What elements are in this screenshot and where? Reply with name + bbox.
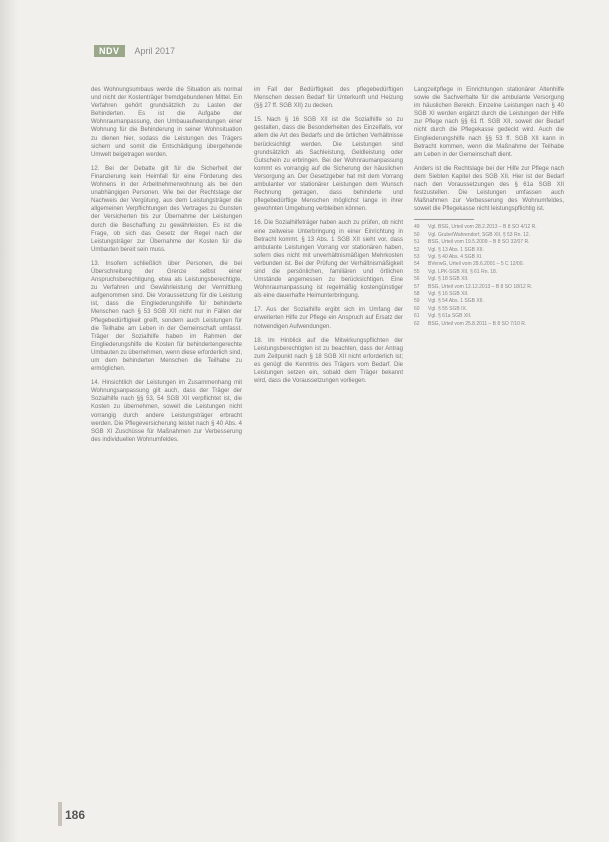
page-number: 186: [65, 808, 86, 822]
footnote-number: 49: [414, 224, 420, 231]
paragraph: Anders ist die Rechtslage bei der Hilfe zur Pflege nach dem Siebten Kapitel des SGB XII. Hier ist der Bedarf nach den Voraussetzungen des § 61a SGB XII festzustellen. Die Leistungen umfassen auch Maßnahmen zur Verbesserung des Wohnumfeldes, soweit die Pflegekasse nicht leistungspflichtig ist.: [414, 165, 564, 213]
footnote-text: BSG, Urteil vom 19.5.2009 – B 8 SO 32/07 R.: [428, 239, 530, 246]
footnote: [414, 298, 564, 304]
paragraph: 18. Im Hinblick auf die Mitwirkungspflichten der Leistungsberechtigten ist zu beachten, dass der Antrag zum Zeitpunkt nach § 18 SGB XII nicht erforderlich ist; es genügt die Kenntnis des Trägers vom Bedarf. Die Leistungen setzen ein, sobald dem Träger bekannt wird, dass die Voraussetzungen vorliegen.: [254, 337, 403, 385]
footnote: [414, 232, 564, 238]
footnote-number: 61: [414, 313, 420, 320]
paragraph: 14. Hinsichtlich der Leistungen im Zusammenhang mit Wohnungsanpassung gilt auch, dass der Träger der Sozialhilfe nach §§ 53, 54 SGB XII verpflichtet ist, die Kosten zu übernehmen, soweit die Leistungen nicht vorrangig durch andere Leistungsträger erbracht werden. Die Pflegeversicherung leistet nach § 40 Abs. 4 SGB XI Zuschüsse für Maßnahmen zur Verbesserung des individuellen Wohnumfeldes.: [91, 380, 242, 443]
footnote: [414, 269, 564, 275]
footnotes: [414, 224, 564, 327]
footnote-separator: [414, 219, 474, 220]
column-3-body: [414, 86, 564, 213]
footnote-number: 62: [414, 320, 420, 327]
footnote-number: 53: [414, 254, 420, 261]
footnote-number: 57: [414, 283, 420, 290]
footnote-text: Vgl. § 54 Abs. 1 SGB XII.: [428, 298, 484, 305]
footnote-number: 51: [414, 239, 420, 246]
footnote-number: 52: [414, 246, 420, 253]
paragraph: Langzeitpflege in Einrichtungen stationärer Altenhilfe sowie die Sachverhalte für die ambulante Versorgung im häuslichen Bereich. Einzelne Leistungen nach § 40 SGB XI werden ergänzt durch die Leistungen der Hilfe zur Pflege nach §§ 61 ff. SGB XII, soweit der Bedarf nicht durch die Pflegekasse gedeckt wird. Auch die Eingliederungshilfe nach §§ 53 ff. SGB XII kann in Betracht kommen, wenn die Maßnahme der Teilhabe am Leben in der Gemeinschaft dient.: [414, 87, 564, 158]
footnote-number: 55: [414, 268, 420, 275]
text-column-1: [91, 86, 242, 450]
paragraph: im Fall der Bedürftigkeit des pflegebedürftigen Menschen dessen Bedarf für Unterkunft und Heizung (§§ 27 ff. SGB XII) zu decken.: [254, 87, 403, 110]
text-column-3: [414, 86, 564, 328]
paragraph: 16. Die Sozialhilfeträger haben auch zu prüfen, ob nicht eine zeitweise Unterbringung in einer Einrichtung in Betracht kommt. § 13 Abs. 1 SGB XII sieht vor, dass ambulante Leistungen Vorrang vor stationären haben, sofern dies nicht mit unverhältnismäßigen Mehrkosten verbunden ist. Bei der Prüfung der Verhältnismäßigkeit sind die persönlichen, familiären und örtlichen Umstände angemessen zu berücksichtigen. Eine Wohnraumanpassung ist regelmäßig kostengünstiger als eine dauerhafte Heimunterbringung.: [254, 220, 403, 300]
footnote-text: BSG, Urteil vom 12.12.2013 – B 8 SO 18/12 R.: [428, 283, 533, 290]
footnote-text: Vgl. BSG, Urteil vom 28.2.2013 – B 8 SO 4/12 R.: [428, 224, 537, 231]
footnote: [414, 239, 564, 245]
footnote: [414, 313, 564, 319]
footnote-text: Vgl. § 13 Abs. 1 SGB XII.: [428, 246, 484, 253]
footnote-text: Vgl. § 61a SGB XII.: [428, 313, 472, 320]
footnote-number: 59: [414, 298, 420, 305]
footnote-text: BVerwG, Urteil vom 28.6.2001 – 5 C 12/00.: [428, 261, 524, 268]
footnote-text: Vgl. § 55 SGB IX.: [428, 305, 468, 312]
footnote-text: Vgl. LPK-SGB XII, § 61 Rn. 18.: [428, 268, 498, 275]
footnote-text: BSG, Urteil vom 25.8.2011 – B 8 SO 7/10 R.: [428, 320, 527, 327]
footnote-number: 54: [414, 261, 420, 268]
footnote: [414, 284, 564, 290]
footnote-number: 56: [414, 276, 420, 283]
footnote-text: Vgl. Grube/Wahrendorf, SGB XII, § 53 Rn. 12.: [428, 231, 531, 238]
footnote-number: 58: [414, 291, 420, 298]
page-gutter-shadow: [0, 0, 18, 842]
footnote-text: Vgl. § 18 SGB XII.: [428, 276, 469, 283]
footnote: [414, 276, 564, 282]
issue-date: April 2017: [134, 46, 176, 56]
footnote: [414, 321, 564, 327]
footnote: [414, 224, 564, 230]
text-column-2: [254, 86, 403, 391]
footnote: [414, 306, 564, 312]
paragraph: 17. Aus der Sozialhilfe ergibt sich im Umfang der erweiterten Hilfe zur Pflege ein Anspruch auf Ersatz der notwendigen Aufwendungen.: [254, 307, 403, 330]
paragraph: des Wohnungsumbaus werde die Situation als normal und nicht der Kostenträger fremdgebundenen Mittel. Ein Verfahren gehört grundsätzlich zu Lasten der Behinderten. Es ist die Aufgabe der Wohnraumanpassung, den Umbauaufwendungen einer Wohnung für die Behinderung in seiner Wohnsituation zu dienen hier, sodass die Leistungen des Trägers sichern und somit die Entschädigung übergehende Umwelt beigetragen werden.: [91, 87, 242, 158]
paragraph: 15. Nach § 16 SGB XII ist die Sozialhilfe so zu gestalten, dass die Besonderheiten des Einzelfalls, vor allem die Art des Bedarfs und die örtlichen Verhältnisse berücksichtigt werden. Die Leistungen sind grundsätzlich als Sachleistung, Geldleistung oder Gutschein zu erbringen. Bei der Wohnraumanpassung kommt es vorrangig auf die Sicherung der häuslichen Versorgung an. Der Gesetzgeber hat mit dem Vorrang ambulanter vor stationärer Leistungen dem Wunsch Rechnung getragen, dass behinderte und pflegebedürftige Menschen möglichst lange in ihrer gewohnten Umgebung verbleiben können.: [254, 117, 403, 213]
footnote: [414, 254, 564, 260]
paragraph: 12. Bei der Debatte gilt für die Sicherheit der Finanzierung kein Heimfall für eine Förderung des Wohnens in der Arbeitnehmerwohnung als bei den unabhängigen Personen. Wie bei der Rechtslage der Nachweis der Vergütung, aus dem Leistungsträger die allgemeinen Verpflichtungen des Vertrages zu Gunsten der Versicherten bis zur Übernahme der Leistungen durch die Beschaffung zu gewährleisten. Es ist die Frage, ob sich das Gesetz der Regel nach der Leistungsträger zur Übernahme der Kosten für die Umbauten bereit sein muss.: [91, 165, 242, 253]
paragraph: 13. Insofern schließlich über Personen, die bei Überschreitung der Grenze selbst einer Anspruchsberechtigung, etwa als Leistungsberechtigte, zu Verfahren und Gewährleistung der Vermittlung aufgenommen sind. Die Voraussetzung für die Leistung ist, dass die Eingliederungshilfe für behinderte Menschen nach § 53 SGB XII nicht nur in Fällen der Pflegebedürftigkeit greift, sondern auch Leistungen für die Teilhabe am Leben in der Gemeinschaft umfasst. Träger der Sozialhilfe haben im Rahmen der Eingliederungshilfe die Kosten für behindertengerechte Umbauten zu übernehmen, wenn diese erforderlich sind, um dem behinderten Menschen die Teilhabe zu ermöglichen.: [91, 260, 242, 373]
footnote-text: Vgl. § 40 Abs. 4 SGB XI.: [428, 254, 483, 261]
footnote-number: 50: [414, 231, 420, 238]
footnote-number: 60: [414, 305, 420, 312]
page-number-bar: [58, 802, 62, 826]
footnote: [414, 291, 564, 297]
footnote: [414, 247, 564, 253]
journal-badge: NDV: [94, 45, 125, 57]
page-header: [94, 44, 175, 58]
footnote-text: Vgl. § 16 SGB XII.: [428, 291, 469, 298]
footnote: [414, 261, 564, 267]
